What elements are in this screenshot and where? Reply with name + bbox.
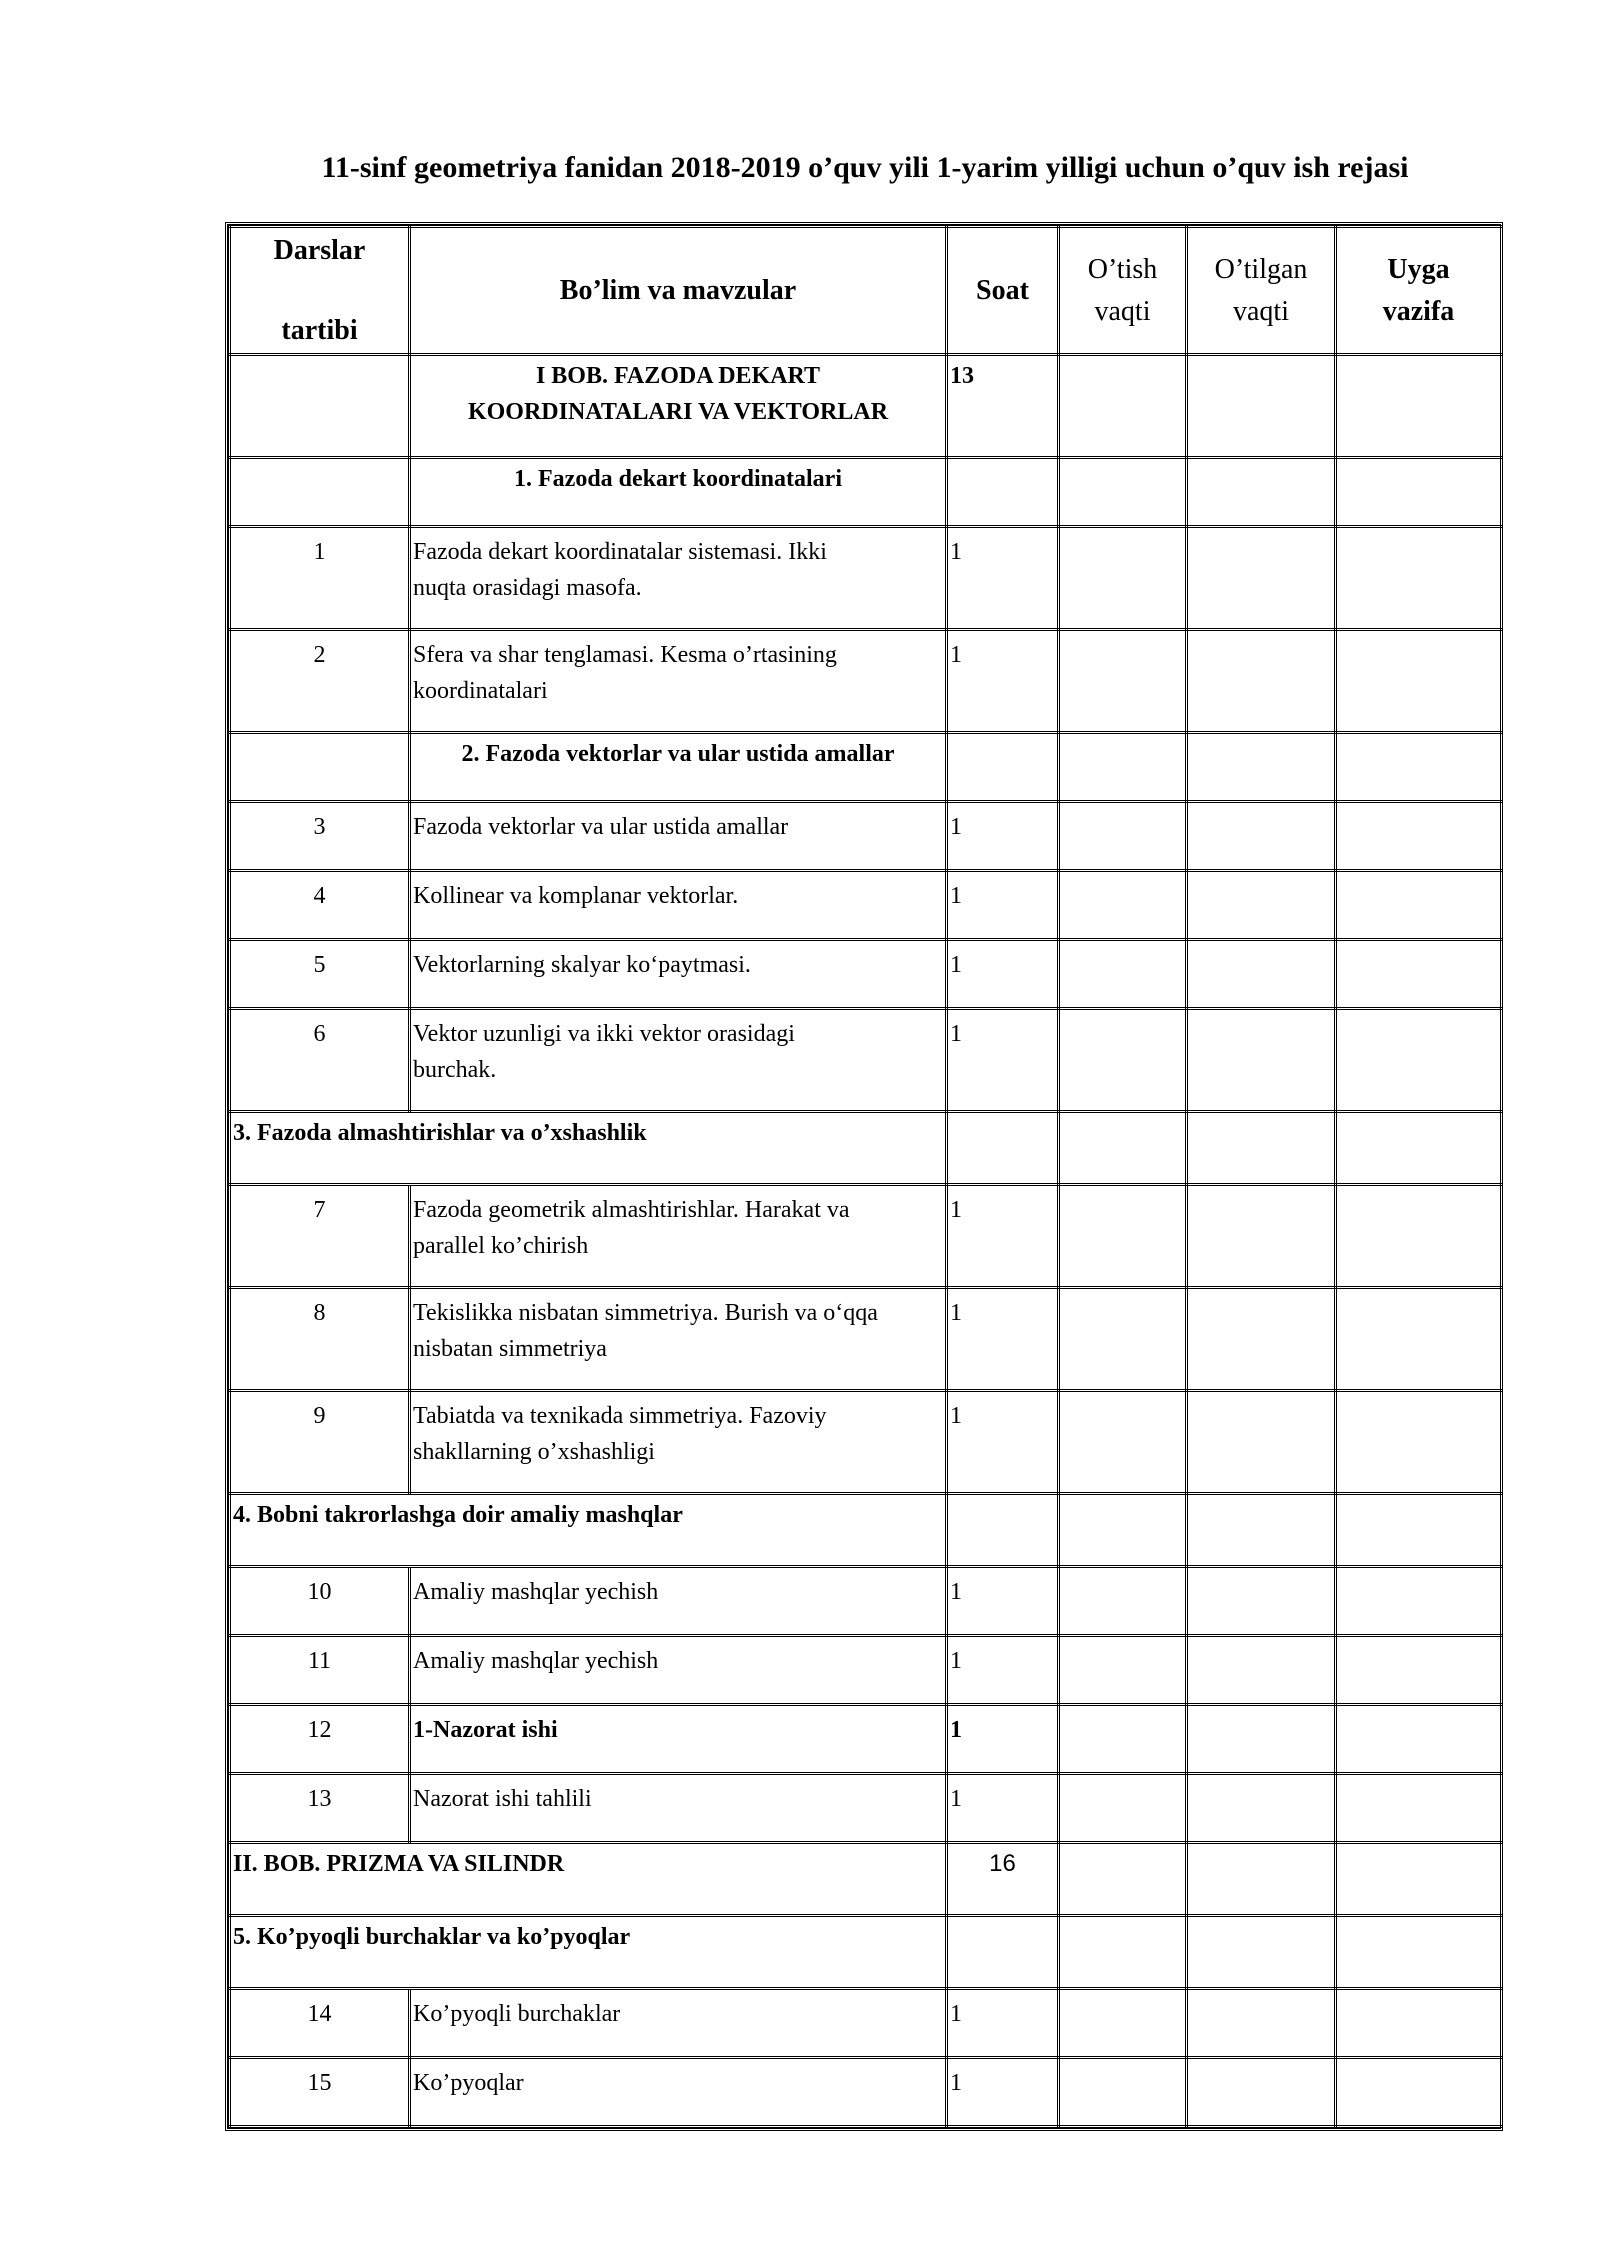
lesson-hours: 1: [947, 2058, 1059, 2127]
chapter-row: [230, 1843, 1502, 1916]
lesson-topic: Vektorlarning skalyar ko‘paytmasi.: [410, 940, 947, 1009]
lesson-number: 14: [230, 1989, 410, 2058]
header-start-line1: O’tish: [1087, 253, 1158, 285]
header-start-time: [1059, 227, 1187, 355]
header-order-line1: Darslar: [273, 234, 366, 266]
table-row: [230, 1774, 1502, 1843]
lesson-topic-line2: koordinatalari: [413, 678, 548, 704]
table-row: [230, 940, 1502, 1009]
lesson-topic: Ko’pyoqli burchaklar: [410, 1989, 947, 2058]
chapter-1-line1: I BOB. FAZODA DEKART: [535, 363, 821, 389]
lesson-number: 10: [230, 1567, 410, 1636]
header-done-time: [1187, 227, 1336, 355]
lesson-topic-line2: burchak.: [413, 1057, 497, 1083]
table-header-row: [230, 227, 1502, 355]
header-start-line2: vaqti: [1094, 295, 1151, 327]
header-done-line1: O’tilgan: [1214, 253, 1308, 285]
lesson-number: 1: [230, 527, 410, 630]
section-row: [230, 733, 1502, 802]
section-row: [230, 1494, 1502, 1567]
lesson-topic-line1: Vektor uzunligi va ikki vektor orasidagi: [413, 1021, 795, 1047]
lesson-topic: Amaliy mashqlar yechish: [410, 1636, 947, 1705]
header-topics: Bo’lim va mavzular: [410, 227, 947, 355]
lesson-hours: 1: [947, 1288, 1059, 1391]
header-homework: [1336, 227, 1502, 355]
lesson-hours: 1: [947, 1774, 1059, 1843]
lesson-topic-line1: Fazoda geometrik almashtirishlar. Harakat va: [413, 1197, 850, 1223]
lesson-topic-line1: Tekislikka nisbatan simmetriya. Burish va o‘qqa: [413, 1300, 878, 1326]
lesson-hours: 1: [947, 871, 1059, 940]
lesson-hours: 1: [947, 1009, 1059, 1112]
header-hw-line1: Uyga: [1387, 253, 1450, 285]
lesson-topic: [410, 1009, 947, 1112]
lesson-number: 11: [230, 1636, 410, 1705]
lesson-topic: [410, 1391, 947, 1494]
lesson-topic: [410, 527, 947, 630]
section-2-title: 2. Fazoda vektorlar va ular ustida amallar: [410, 733, 947, 802]
lesson-hours: 1: [947, 1705, 1059, 1774]
lesson-hours: 1: [947, 1636, 1059, 1705]
lesson-topic: 1-Nazorat ishi: [410, 1705, 947, 1774]
lesson-number: 9: [230, 1391, 410, 1494]
table-row: [230, 1288, 1502, 1391]
lesson-number: 5: [230, 940, 410, 1009]
lesson-number: 12: [230, 1705, 410, 1774]
lesson-topic: [410, 1288, 947, 1391]
header-hw-line2: vazifa: [1382, 295, 1455, 327]
lesson-topic-line1: Tabiatda va texnikada simmetriya. Fazoviy: [413, 1403, 827, 1429]
table-row: [230, 802, 1502, 871]
lesson-topic: Amaliy mashqlar yechish: [410, 1567, 947, 1636]
lesson-hours: 1: [947, 1391, 1059, 1494]
section-row: [230, 1112, 1502, 1185]
lesson-hours: 1: [947, 940, 1059, 1009]
table-row: [230, 1636, 1502, 1705]
lesson-topic-line1: Fazoda dekart koordinatalar sistemasi. Ikki: [413, 539, 827, 565]
lesson-number: 8: [230, 1288, 410, 1391]
header-order-line2: tartibi: [281, 314, 358, 346]
lesson-number: 15: [230, 2058, 410, 2127]
lesson-topic: Ko’pyoqlar: [410, 2058, 947, 2127]
header-hours: Soat: [947, 227, 1059, 355]
lesson-hours: 1: [947, 802, 1059, 871]
lesson-hours: 1: [947, 630, 1059, 733]
lesson-topic: [410, 1185, 947, 1288]
section-4-title: 4. Bobni takrorlashga doir amaliy mashqlar: [230, 1494, 947, 1567]
chapter-1-hours: 13: [947, 355, 1059, 458]
section-3-title: 3. Fazoda almashtirishlar va o’xshashlik: [230, 1112, 947, 1185]
lesson-hours: 1: [947, 1185, 1059, 1288]
table-row: [230, 527, 1502, 630]
page-title: 11-sinf geometriya fanidan 2018-2019 o’quv yili 1-yarim yilligi uchun o’quv ish rejasi: [321, 151, 1409, 184]
table-row: [230, 871, 1502, 940]
lesson-topic: Kollinear va komplanar vektorlar.: [410, 871, 947, 940]
lesson-topic: [410, 630, 947, 733]
section-5-title: 5. Ko’pyoqli burchaklar va ko’pyoqlar: [230, 1916, 947, 1989]
lesson-topic: Fazoda vektorlar va ular ustida amallar: [410, 802, 947, 871]
chapter-2-hours: 16: [947, 1843, 1059, 1916]
lesson-number: 3: [230, 802, 410, 871]
table-row: [230, 1567, 1502, 1636]
table-row: [230, 2058, 1502, 2127]
lesson-number: 6: [230, 1009, 410, 1112]
lesson-topic: Nazorat ishi tahlili: [410, 1774, 947, 1843]
lesson-number: 13: [230, 1774, 410, 1843]
lesson-topic-line1: Sfera va shar tenglamasi. Kesma o’rtasining: [413, 642, 837, 668]
lesson-topic-line2: parallel ko’chirish: [413, 1233, 589, 1259]
section-row: [230, 458, 1502, 527]
lesson-number: 2: [230, 630, 410, 733]
lesson-hours: 1: [947, 527, 1059, 630]
table-row: [230, 1391, 1502, 1494]
lesson-topic-line2: shakllarning o’xshashligi: [413, 1439, 655, 1465]
chapter-1-line2: KOORDINATALARI VA VEKTORLAR: [467, 399, 889, 425]
table-row: [230, 1705, 1502, 1774]
section-1-title: 1. Fazoda dekart koordinatalari: [410, 458, 947, 527]
table-row: [230, 630, 1502, 733]
table-row: [230, 1185, 1502, 1288]
chapter-2-title: II. BOB. PRIZMA VA SILINDR: [230, 1843, 947, 1916]
lesson-hours: 1: [947, 1989, 1059, 2058]
header-lesson-order: [230, 227, 410, 355]
table-row: [230, 1989, 1502, 2058]
lesson-hours: 1: [947, 1567, 1059, 1636]
study-plan-table: [225, 222, 1503, 2131]
chapter-row: [230, 355, 1502, 458]
section-row: [230, 1916, 1502, 1989]
header-done-line2: vaqti: [1233, 295, 1289, 327]
table-row: [230, 1009, 1502, 1112]
lesson-topic-line2: nuqta orasidagi masofa.: [413, 575, 642, 601]
lesson-topic-line2: nisbatan simmetriya: [413, 1336, 607, 1362]
lesson-number: 7: [230, 1185, 410, 1288]
chapter-1-title: [410, 355, 947, 458]
lesson-number: 4: [230, 871, 410, 940]
